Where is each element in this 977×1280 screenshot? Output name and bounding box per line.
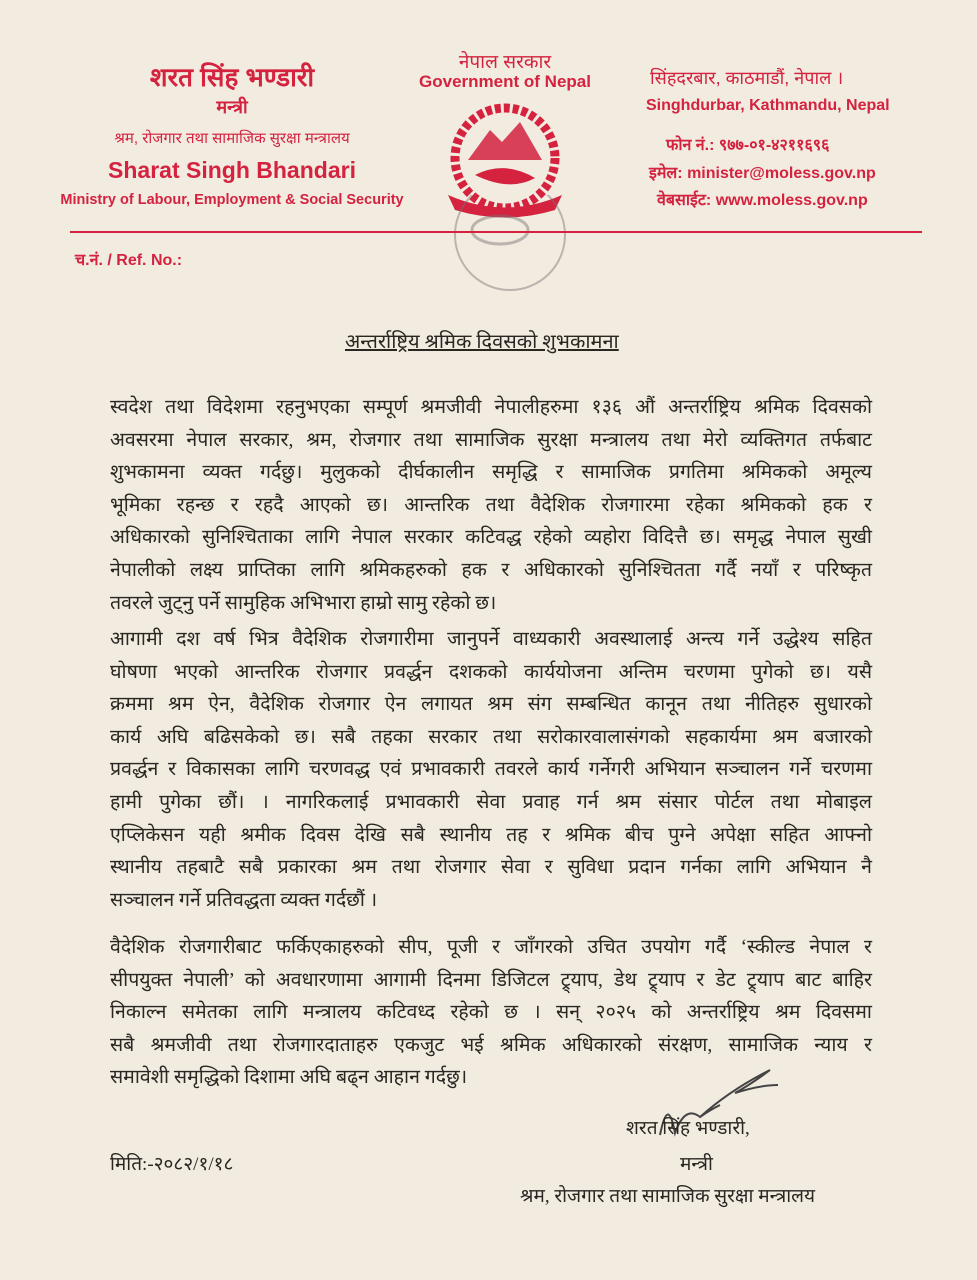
minister-name-en: Sharat Singh Bhandari <box>108 157 356 183</box>
government-np: नेपाल सरकार <box>458 52 552 73</box>
minister-role-np: मन्त्री <box>216 97 248 117</box>
text-line: वैदेशिक रोजगारीबाट फर्किएकाहरुको सीप, पूजी र जाँगरको उचित उपयोग गर्दै ‘स्कील्ड नेपाल र <box>110 937 872 958</box>
text-line: एप्लिकेसन यही श्रमीक दिवस देखि सबै स्थानीय तह र श्रमिक बीच पुग्ने अपेक्षा सहित आफ्नो <box>110 824 872 846</box>
text-line: आगामी दश वर्ष भित्र वैदेशिक रोजगारीमा जानुपर्ने वाध्यकारी अवस्थालाई अन्त्य गर्ने उद्धेश्य सहित <box>110 629 872 650</box>
letter-date: मिति:-२०८२/१/१८ <box>110 1154 234 1175</box>
phone-number: फोन नं.: ९७७-०१-४२११६९६ <box>666 137 830 154</box>
header-divider <box>70 231 922 233</box>
signatory-name: शरत सिंह भण्डारी, <box>626 1118 750 1139</box>
website-link[interactable]: www.moless.gov.np <box>715 192 868 209</box>
website-label: वेबसाईट: <box>657 192 712 209</box>
ministry-name-en: Ministry of Labour, Employment & Social Security <box>60 192 404 208</box>
paragraph-1 <box>110 392 872 620</box>
email-label: इमेल: <box>649 165 683 182</box>
text-line: सीपयुक्त नेपाली’ को अवधारणामा आगामी दिनमा डिजिटल ट्र्याप, डेथ ट्र्याप र डेट ट्र्याप बाट बाहिर <box>110 969 872 991</box>
text-line: तवरले जुट्नु पर्ने सामुहिक अभिभारा हाम्रो सामु रहेको छ। <box>110 592 497 614</box>
minister-name-np: शरत सिंह भण्डारी <box>149 62 315 92</box>
paragraph-2 <box>110 624 872 917</box>
reference-number-label: च.नं. / Ref. No.: <box>75 252 183 269</box>
address-en: Singhdurbar, Kathmandu, Nepal <box>646 97 890 114</box>
text-line: कार्य अघि बढिसकेको छ। सबै तहका सरकार तथा सरोकारवालासंगको सहकार्यमा श्रम बजारको <box>110 726 872 748</box>
text-line: क्रममा श्रम ऐन, वैदेशिक रोजगार ऐन लगायत श्रम संग सम्बन्धित कानून तथा नीतिहरु सुधारको <box>110 694 872 716</box>
text-line: अधिकारको सुनिश्चिताका लागि नेपाल सरकार कटिवद्ध रहेको व्यहोरा विदित्तै छ। समृद्ध नेपाल सुखी <box>110 527 872 549</box>
text-line: निकाल्न समेतका लागि मन्त्रालय कटिवध्द रहेको छ । सन् २०२५ को अन्तर्राष्ट्रिय श्रम दिवसमा <box>110 1002 872 1024</box>
signatory-ministry: श्रम, रोजगार तथा सामाजिक सुरक्षा मन्त्रालय <box>520 1186 816 1207</box>
text-line: घोषणा भएको आन्तरिक रोजगार प्रवर्द्धन दशकको कार्ययोजना अन्तिम चरणमा पुगेको छ। यसै <box>110 661 872 683</box>
text-line: शुभकामना व्यक्त गर्दछु। मुलुकको दीर्घकालीन समृद्धि र सामाजिक प्रगतिमा श्रमिकको अमूल्य <box>110 462 872 484</box>
text-line: हामी पुगेका छौं। । नागरिकलाई प्रभावकारी सेवा प्रवाह गर्न श्रम संसार पोर्टल तथा मोबाइल <box>110 791 872 813</box>
email-link[interactable]: minister@moless.gov.np <box>687 165 876 182</box>
text-line: स्थानीय तहबाटै सबै प्रकारका श्रम तथा रोजगार सेवा र सुविधा प्रदान गर्नका लागि अभियान नै <box>110 857 872 879</box>
text-line: अवसरमा नेपाल सरकार, श्रम, रोजगार तथा सामाजिक सुरक्षा मन्त्रालय तथा मेरो व्यक्तिगत तर्फबाट <box>110 429 872 451</box>
text-line: प्रवर्द्धन र विकासका लागि चरणवद्ध एवं प्रभावकारी तवरले कार्य गर्नेगरी अभियान सञ्चालन गर्ने चरणमा <box>110 759 872 781</box>
address-np: सिंहदरबार, काठमाडौं, नेपाल । <box>650 68 844 88</box>
text-line: सबै श्रमजीवी तथा रोजगारदाताहरु एकजुट भई श्रमिक अधिकारको संरक्षण, सामाजिक न्याय र <box>110 1034 872 1056</box>
letter-title: अन्तर्राष्ट्रिय श्रमिक दिवसको शुभकामना <box>345 331 619 353</box>
text-line: समावेशी समृद्धिको दिशामा अघि बढ्न आहान गर्दछु। <box>110 1067 468 1089</box>
text-line: स्वदेश तथा विदेशमा रहनुभएका सम्पूर्ण श्रमजीवी नेपालीहरुमा १३६ औं अन्तर्राष्ट्रिय श्रमिक दिवसको <box>110 397 872 418</box>
government-en: Government of Nepal <box>419 72 591 91</box>
text-line: नेपालीको लक्ष्य प्राप्तिका लागि श्रमिकहरुको हक र अधिकारको सुनिश्चितता गर्दै नयाँ र परिष्कृत <box>110 559 872 581</box>
signatory-role: मन्त्री <box>680 1154 713 1175</box>
text-line: भूमिका रहन्छ र रहदै आएको छ। आन्तरिक तथा वैदेशिक रोजगारमा रहेका श्रमिकको हक र <box>110 494 872 516</box>
text-line: सञ्चालन गर्ने प्रतिवद्धता व्यक्त गर्दछौं । <box>110 889 378 911</box>
official-stamp-icon <box>420 195 600 295</box>
ministry-name-np: श्रम, रोजगार तथा सामाजिक सुरक्षा मन्त्रालय <box>114 130 350 147</box>
